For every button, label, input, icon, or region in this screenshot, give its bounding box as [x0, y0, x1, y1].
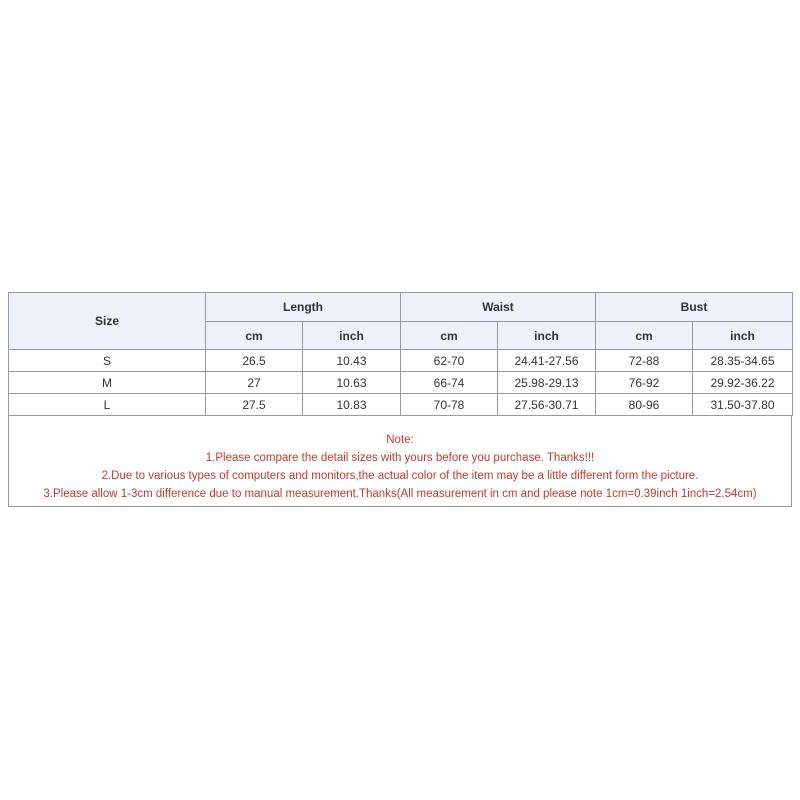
table-cell: 80-96: [596, 394, 693, 416]
note-line: 3.Please allow 1-3cm difference due to manual measurement.Thanks(All measurement in cm and please note 1cm=0.39inch 1inch=2.54cm): [43, 488, 757, 500]
length-header: Length: [206, 293, 401, 322]
waist-header: Waist: [401, 293, 596, 322]
size-cell: M: [9, 372, 206, 394]
table-row: [9, 372, 793, 394]
note-line: 1.Please compare the detail sizes with yours before you purchase. Thanks!!!: [205, 452, 595, 464]
unit-header: inch: [498, 322, 596, 350]
table-cell: 27.56-30.71: [498, 394, 596, 416]
table-row: [9, 394, 793, 416]
note-line: 2.Due to various types of computers and monitors,the actual color of the item may be a little different form the picture.: [101, 470, 699, 482]
size-table: [8, 292, 793, 416]
table-cell: 10.83: [303, 394, 401, 416]
table-cell: 10.43: [303, 350, 401, 372]
table-cell: 24.41-27.56: [498, 350, 596, 372]
table-cell: 28.35-34.65: [693, 350, 793, 372]
note-title: Note:: [386, 434, 414, 446]
table-cell: 70-78: [401, 394, 498, 416]
size-chart: [8, 292, 792, 507]
table-cell: 66-74: [401, 372, 498, 394]
size-column-header: Size: [9, 293, 206, 350]
table-cell: 26.5: [206, 350, 303, 372]
unit-header: cm: [401, 322, 498, 350]
unit-header: inch: [303, 322, 401, 350]
table-cell: 72-88: [596, 350, 693, 372]
table-cell: 27: [206, 372, 303, 394]
table-row: [9, 350, 793, 372]
table-cell: 10.63: [303, 372, 401, 394]
bust-header: Bust: [596, 293, 793, 322]
unit-header: inch: [693, 322, 793, 350]
table-cell: 29.92-36.22: [693, 372, 793, 394]
unit-header: cm: [206, 322, 303, 350]
table-cell: 31.50-37.80: [693, 394, 793, 416]
size-cell: S: [9, 350, 206, 372]
table-cell: 27.5: [206, 394, 303, 416]
table-cell: 25.98-29.13: [498, 372, 596, 394]
unit-header: cm: [596, 322, 693, 350]
table-cell: 76-92: [596, 372, 693, 394]
table-cell: 62-70: [401, 350, 498, 372]
size-cell: L: [9, 394, 206, 416]
notes-box: [8, 416, 792, 507]
